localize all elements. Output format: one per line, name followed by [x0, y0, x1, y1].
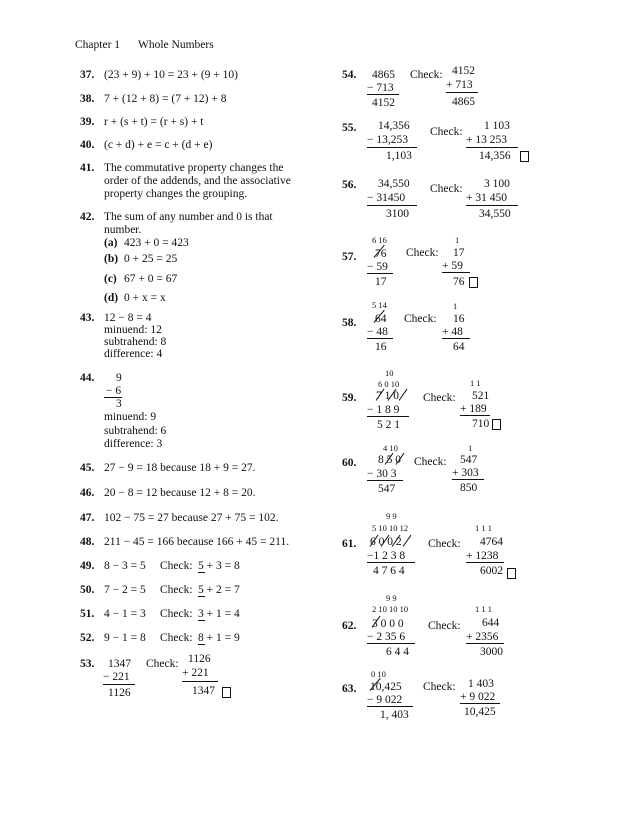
sum-line	[182, 681, 218, 682]
underline	[198, 596, 205, 597]
subtrahend-value: − 713	[367, 82, 394, 94]
check-equation: 8 + 1 = 9	[198, 632, 240, 644]
check-sum: 4865	[452, 96, 475, 108]
check-top: 644	[482, 617, 500, 629]
sum-line	[103, 684, 135, 685]
problem-text: 27 − 9 = 18 because 18 + 9 = 27.	[104, 462, 256, 474]
borrow-marks: 10	[385, 368, 394, 378]
difference-value: 1126	[108, 687, 131, 699]
problem-number: 53.	[80, 658, 95, 670]
sum-line	[367, 338, 393, 339]
problem-text: 102 − 75 = 27 because 27 + 75 = 102.	[104, 512, 279, 524]
borrow-marks: 4 10	[383, 443, 398, 453]
problem-text: property changes the grouping.	[104, 188, 248, 200]
minuend-value: 4865	[372, 69, 395, 81]
problem-number: 63.	[342, 683, 357, 695]
difference-value: 6 4 4	[386, 646, 409, 658]
minuend-value: 7 1 0	[376, 390, 399, 402]
subtrahend-value: − 1 8 9	[367, 404, 400, 416]
placeholder-box	[520, 151, 529, 162]
minuend-value: 1347	[108, 658, 131, 670]
problem-number: 60.	[342, 457, 357, 469]
check-sum: 850	[460, 482, 478, 494]
problem-number: 44.	[80, 372, 95, 384]
part-label: (c)	[104, 273, 117, 285]
check-addend: + 221	[182, 667, 209, 679]
check-label: Check:	[423, 681, 456, 693]
problem-text: 7 − 2 = 5	[104, 584, 146, 596]
minuend-value: 34,550	[378, 178, 410, 190]
check-label: Check:	[160, 608, 193, 620]
part-text: 0 + 25 = 25	[124, 253, 178, 265]
check-addend: + 713	[446, 79, 473, 91]
check-label: Check:	[428, 538, 461, 550]
problem-text: 7 + (12 + 8) = (7 + 12) + 8	[104, 93, 227, 105]
problem-number: 46.	[80, 487, 95, 499]
problem-number: 48.	[80, 536, 95, 548]
check-equation: 5 + 3 = 8	[198, 560, 240, 572]
subtrahend-value: −1 2 3 8	[367, 550, 406, 562]
difference-value: 3	[116, 398, 122, 410]
part-label: (a)	[104, 237, 118, 249]
problem-number: 39.	[80, 116, 95, 128]
problem-text: difference: 4	[104, 348, 163, 360]
subtrahend-value: − 6	[106, 385, 122, 397]
carry-marks: 1	[455, 235, 460, 245]
problem-number: 40.	[80, 139, 95, 151]
check-top: 3 100	[484, 178, 510, 190]
subtrahend-value: − 2 35 6	[367, 631, 406, 643]
problem-number: 58.	[342, 317, 357, 329]
part-label: (d)	[104, 292, 119, 304]
problem-text: 8 − 3 = 5	[104, 560, 146, 572]
sum-line	[442, 338, 470, 339]
difference-value: 4152	[372, 97, 395, 109]
check-sum: 34,550	[479, 208, 511, 220]
check-sum: 1347	[192, 685, 215, 697]
difference-value: 16	[375, 341, 387, 353]
sum-line	[452, 479, 484, 480]
subtrahend-value: − 30 3	[367, 468, 397, 480]
check-top: 1 103	[484, 120, 510, 132]
sum-line	[367, 562, 415, 563]
minuend-value: 14,356	[378, 120, 410, 132]
placeholder-box	[469, 277, 478, 288]
check-top: 547	[460, 454, 478, 466]
problem-number: 37.	[80, 69, 95, 81]
problem-number: 47.	[80, 512, 95, 524]
problem-number: 56.	[342, 179, 357, 191]
carry-marks: 1	[468, 443, 473, 453]
problem-number: 49.	[80, 560, 95, 572]
check-addend: + 13 253	[466, 134, 507, 146]
problem-number: 54.	[342, 69, 357, 81]
minuend-value: 3 0 0 0	[372, 618, 404, 630]
problem-number: 52.	[80, 632, 95, 644]
borrow-marks: 9 9	[386, 511, 397, 521]
part-text: 423 + 0 = 423	[124, 237, 189, 249]
difference-value: 17	[375, 276, 387, 288]
minuend-value: 9	[116, 372, 122, 384]
problem-text: (c + d) + e = c + (d + e)	[104, 139, 213, 151]
problem-number: 50.	[80, 584, 95, 596]
chapter-label: Chapter 1	[75, 39, 121, 51]
minuend-value: 8 5 0	[378, 454, 401, 466]
sum-line	[367, 273, 393, 274]
borrow-marks: 9 9	[386, 593, 397, 603]
borrow-marks: 5 14	[372, 300, 387, 310]
difference-value: 1,103	[386, 150, 412, 162]
sum-line	[367, 706, 413, 707]
subtrahend-value: − 48	[367, 326, 388, 338]
check-label: Check:	[406, 247, 439, 259]
subtrahend-value: − 13,253	[367, 134, 408, 146]
sum-line	[442, 272, 470, 273]
problem-number: 62.	[342, 620, 357, 632]
check-label: Check:	[430, 183, 463, 195]
problem-text: 12 − 8 = 4	[104, 312, 152, 324]
problem-text: r + (s + t) = (r + s) + t	[104, 116, 204, 128]
problem-number: 51.	[80, 608, 95, 620]
check-sum: 76	[453, 276, 465, 288]
check-top: 1126	[188, 653, 211, 665]
sum-line	[367, 416, 409, 417]
problem-text: order of the addends, and the associative	[104, 175, 291, 187]
subtrahend-value: − 31450	[367, 192, 406, 204]
placeholder-box	[492, 419, 501, 430]
check-addend: + 48	[442, 326, 463, 338]
difference-value: 1, 403	[380, 709, 409, 721]
subtrahend-value: − 221	[103, 671, 130, 683]
check-label: Check:	[414, 456, 447, 468]
minuend-value: 76	[375, 248, 387, 260]
check-equation: 5 + 2 = 7	[198, 584, 240, 596]
sum-line	[460, 415, 490, 416]
problem-text: subtrahend: 6	[104, 425, 167, 437]
check-addend: + 31 450	[466, 192, 507, 204]
check-label: Check:	[160, 584, 193, 596]
check-top: 1 403	[468, 678, 494, 690]
placeholder-box	[222, 687, 231, 698]
check-addend: + 59	[442, 260, 463, 272]
problem-number: 43.	[80, 312, 95, 324]
sum-line	[367, 643, 415, 644]
sum-line	[367, 205, 417, 206]
check-addend: + 1238	[466, 550, 499, 562]
sum-line	[466, 205, 518, 206]
carry-marks: 1 1 1	[475, 604, 492, 614]
problem-text: 20 − 8 = 12 because 12 + 8 = 20.	[104, 487, 256, 499]
subtrahend-value: − 9 022	[367, 694, 403, 706]
check-sum: 710	[472, 418, 490, 430]
strike-mark	[403, 535, 412, 547]
underline	[198, 644, 205, 645]
minuend-value: 10,425	[370, 681, 402, 693]
difference-value: 4 7 6 4	[373, 565, 405, 577]
check-top: 521	[472, 390, 490, 402]
sum-line	[367, 480, 403, 481]
problem-text: 211 − 45 = 166 because 166 + 45 = 211.	[104, 536, 290, 548]
sum-line	[460, 703, 500, 704]
part-text: 0 + x = x	[124, 292, 166, 304]
problem-text: The commutative property changes the	[104, 162, 284, 174]
problem-text: number.	[104, 224, 142, 236]
problem-number: 55.	[342, 122, 357, 134]
check-addend: + 189	[460, 403, 487, 415]
check-top: 4152	[452, 65, 475, 77]
sum-line	[446, 92, 478, 93]
check-sum: 64	[453, 341, 465, 353]
borrow-marks: 5 10 10 12	[372, 523, 409, 533]
problem-text: minuend: 9	[104, 411, 157, 423]
placeholder-box	[507, 568, 516, 579]
check-top: 16	[453, 313, 465, 325]
subtrahend-value: − 59	[367, 261, 388, 273]
underline	[198, 572, 205, 573]
carry-marks: 1	[453, 301, 458, 311]
part-label: (b)	[104, 253, 119, 265]
underline	[198, 620, 205, 621]
borrow-marks: 0 10	[371, 669, 386, 679]
check-label: Check:	[423, 392, 456, 404]
check-top: 4764	[480, 536, 503, 548]
minuend-value: 6 0 0 2	[370, 536, 402, 548]
check-label: Check:	[410, 69, 443, 81]
problem-text: 4 − 1 = 3	[104, 608, 146, 620]
borrow-marks: 6 16	[372, 235, 387, 245]
sum-line	[466, 562, 504, 563]
carry-marks: 1 1 1	[475, 523, 492, 533]
check-addend: + 303	[452, 467, 479, 479]
carry-marks: 1 1	[470, 378, 481, 388]
check-label: Check:	[404, 313, 437, 325]
borrow-marks: 2 10 10 10	[372, 604, 409, 614]
difference-value: 5 2 1	[377, 419, 400, 431]
problem-text: subtrahend: 8	[104, 336, 167, 348]
sum-line	[367, 147, 417, 148]
check-sum: 3000	[480, 646, 503, 658]
strike-mark	[399, 389, 408, 401]
problem-number: 57.	[342, 251, 357, 263]
check-top: 17	[453, 247, 465, 259]
chapter-title: Whole Numbers	[138, 39, 214, 51]
minuend-value: 64	[375, 313, 387, 325]
problem-number: 59.	[342, 392, 357, 404]
problem-text: 9 − 1 = 8	[104, 632, 146, 644]
check-label: Check:	[146, 658, 179, 670]
check-label: Check:	[160, 560, 193, 572]
problem-text: The sum of any number and 0 is that	[104, 211, 273, 223]
problem-number: 61.	[342, 538, 357, 550]
sum-line	[367, 94, 399, 95]
check-label: Check:	[160, 632, 193, 644]
sum-line	[466, 147, 518, 148]
problem-text: minuend: 12	[104, 324, 162, 336]
check-label: Check:	[428, 620, 461, 632]
sum-line	[466, 643, 504, 644]
problem-number: 42.	[80, 211, 95, 223]
check-sum: 6002	[480, 565, 503, 577]
problem-number: 41.	[80, 162, 95, 174]
check-label: Check:	[430, 126, 463, 138]
difference-value: 547	[378, 483, 396, 495]
check-addend: + 2356	[466, 631, 499, 643]
problem-number: 45.	[80, 462, 95, 474]
borrow-marks: 6 0 10	[378, 379, 400, 389]
problem-number: 38.	[80, 93, 95, 105]
problem-text: difference: 3	[104, 438, 163, 450]
check-sum: 10,425	[464, 706, 496, 718]
check-equation: 3 + 1 = 4	[198, 608, 240, 620]
check-sum: 14,356	[479, 150, 511, 162]
difference-value: 3100	[386, 208, 409, 220]
part-text: 67 + 0 = 67	[124, 273, 178, 285]
problem-text: (23 + 9) + 10 = 23 + (9 + 10)	[104, 69, 238, 81]
check-addend: + 9 022	[460, 691, 496, 703]
